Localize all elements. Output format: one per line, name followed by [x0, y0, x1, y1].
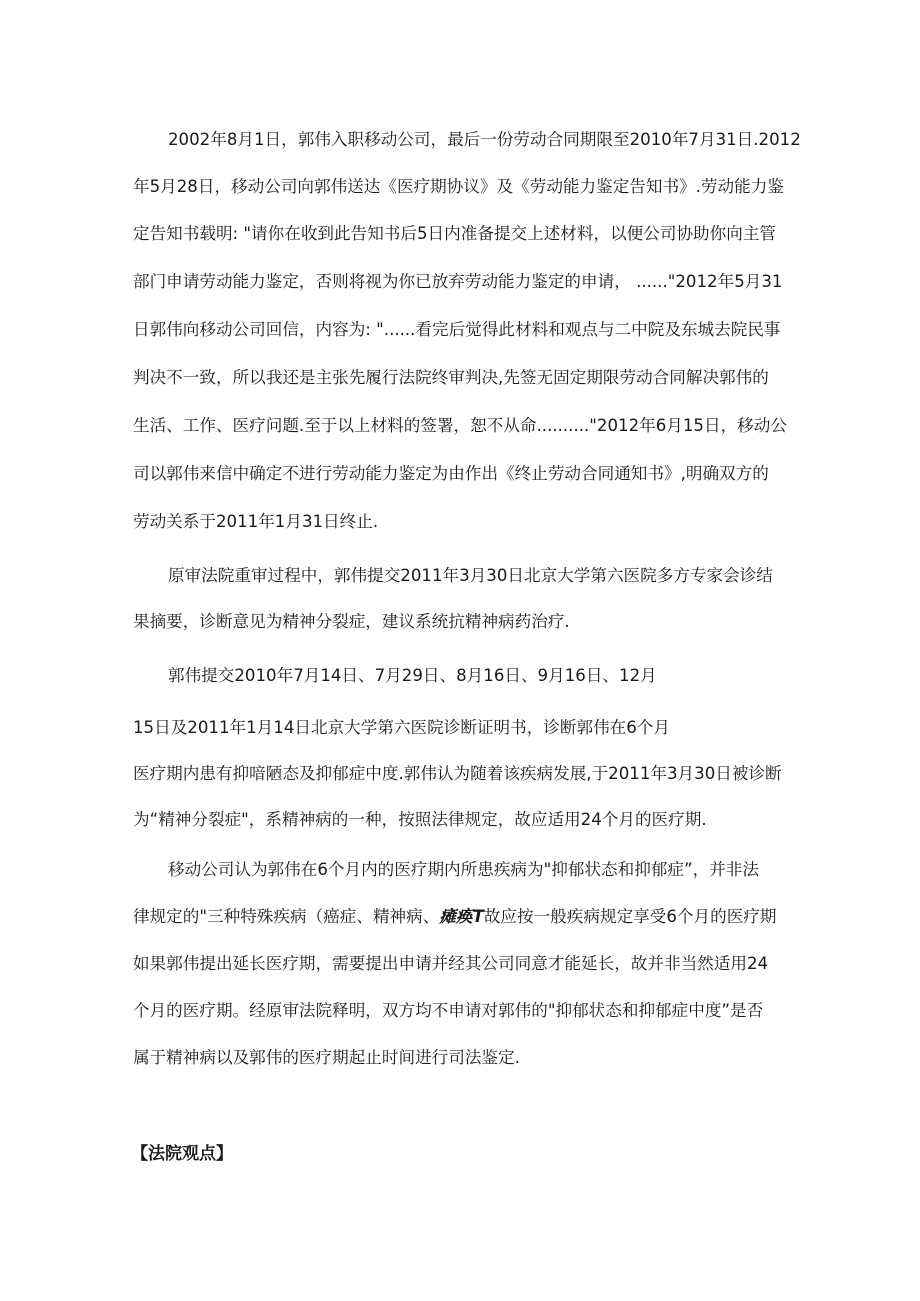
p4-line-3: 如果郭伟提出延长医疗期，需要提出申请并经其公司同意才能延长，故并非当然适用24 — [133, 954, 769, 973]
p2-line-1: 原审法院重审过程中，郭伟提交2011年3月30日北京大学第六医院多方专家会诊结 — [168, 566, 773, 585]
p3-line-2: 15日及2011年1月14日北京大学第六医院诊断证明书，诊断郭伟在6个月 — [133, 718, 671, 737]
p3-line-3: 医疗期内患有抑喑陋态及抑郁症中度.郭伟认为随着该疾病发展,于2011年3月30日被诊断 — [133, 764, 782, 783]
p4-line-4: 个月的医疗期。经原审法院释明，双方均不申请对郭伟的"抑郁状态和抑郁症中度”是否 — [133, 1001, 764, 1020]
p4-line-1: 移动公司认为郭伟在6个月内的医疗期内所患疾病为"抑郁状态和抑郁症”，并非法 — [168, 860, 759, 879]
p1-line-4: 部门申请劳动能力鉴定，否则将视为你已放弃劳动能力鉴定的申请， ......"2012年5月31 — [133, 272, 783, 291]
p3-line-4: 为“精神分裂症"，系精神病的一种，按照法律规定，故应适用24个月的医疗期. — [133, 810, 707, 829]
p1-line-8: 司以郭伟来信中确定不进行劳动能力鉴定为由作出《终止劳动合同通知书》,明确双方的 — [133, 464, 769, 483]
p1-line-7: 生活、工作、医疗问题.至于以上材料的签署，恕不从命.........."2012年6月15日，移动公 — [133, 416, 787, 435]
section-heading: 【法院观点】 — [131, 1144, 233, 1164]
p1-line-9: 劳动关系于2011年1月31日终止. — [133, 512, 379, 531]
p1-line-1: 2002年8月1日，郭伟入职移动公司，最后一份劳动合同期限至2010年7月31日.2012 — [168, 130, 801, 149]
p1-line-2: 年5月28日，移动公司向郭伟送达《医疗期协议》及《劳动能力鉴定告知书》.劳动能力鉴 — [133, 177, 784, 196]
p3-line-1: 郭伟提交2010年7月14日、7月29日、8月16日、9月16日、12月 — [168, 666, 657, 685]
p4-line-5: 属于精神病以及郭伟的医疗期起止时间进行司法鉴定. — [133, 1048, 520, 1067]
p2-line-2: 果摘要，诊断意见为精神分裂症，建议系统抗精神病药治疗. — [133, 612, 570, 631]
p1-line-3: 定告知书载明: "请你在收到此告知书后5日内准备提交上述材料，以便公司协助你向主管 — [133, 224, 777, 243]
p1-line-6: 判决不一致，所以我还是主张先履行法院终审判决,先签无固定期限劳动合同解决郭伟的 — [133, 368, 769, 387]
p4-line-2-emphasis: 瘫痪T — [439, 907, 484, 926]
p4-line-2-part-2: 故应按一般疾病规定享受6个月的医疗期 — [483, 907, 777, 926]
p4-line-2-part-1: 律规定的"三种特殊疾病（癌症、精神病、 — [133, 907, 440, 926]
p4-line-2 — [133, 905, 777, 929]
p1-line-5: 日郭伟向移动公司回信，内容为: "......看完后觉得此材料和观点与二中院及东城去院民事 — [133, 320, 781, 339]
